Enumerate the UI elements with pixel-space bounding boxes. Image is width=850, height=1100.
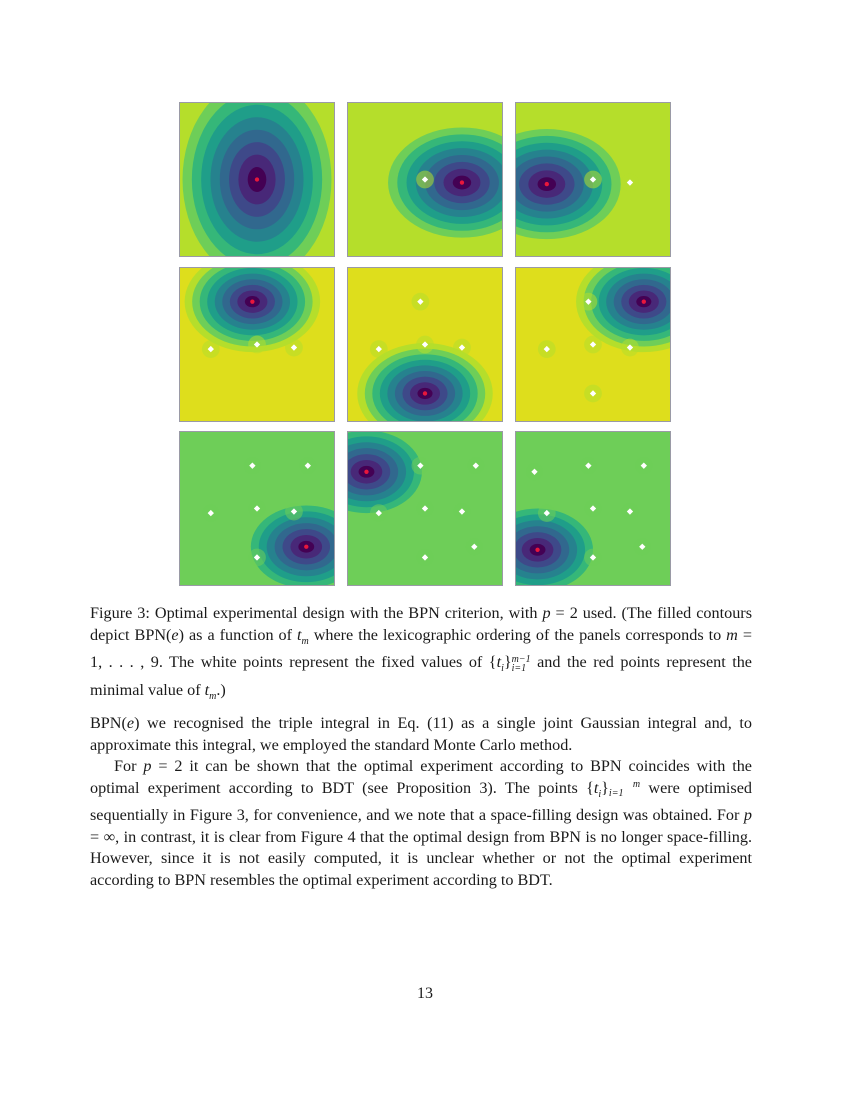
contour-panel-2: [347, 102, 503, 257]
contour-panel-3: [515, 102, 671, 257]
contour-panel-4: [179, 267, 335, 422]
minimum-point-marker: [250, 299, 254, 303]
contour-panel-8: [347, 431, 503, 586]
contour-panel-5: [347, 267, 503, 422]
paragraph-1: BPN(e) we recognised the triple integral in Eq. (11) as a single joint Gaussian integral and, to approximate this integral, we employed the standard Monte Carlo method.: [90, 714, 752, 754]
contour-panel-9: [515, 431, 671, 586]
contour-panel-6: [515, 267, 671, 422]
figure-3: [179, 102, 671, 586]
minimum-point-marker: [423, 391, 427, 395]
paragraph-2: For p = 2 it can be shown that the optimal experiment according to BPN coincides with the optimal experiment according to BDT (see Proposition 3). The points $\{t_i\}$ m i=1 were optimised sequentially in Figure 3, for convenience, and we note that a space-filling design was obtained. For p = ∞, in contrast, it is clear from Figure 4 that the optimal design from BPN is no longer space-filling. However, since it is not easily computed, it is unclear whether or not the optimal experiment according to BPN resembles the optimal experiment according to BDT.: [90, 757, 752, 889]
page-number: 13: [417, 985, 433, 1002]
contour-panel-7: [179, 431, 335, 586]
minimum-point-marker: [255, 177, 259, 181]
contour-panel-1: [179, 102, 335, 257]
body-text: [90, 713, 752, 891]
minimum-point-marker: [642, 299, 646, 303]
figure-label: Figure 3:: [90, 604, 150, 622]
minimum-point-marker: [460, 180, 464, 184]
minimum-point-marker: [364, 470, 368, 474]
figure-caption: Figure 3: Optimal experimental design with the BPN criterion, with p = 2 used. (The filled contours depict BPN(e) as a function of $t_m$ where the lexicographic ordering of the panels corresponds to m = 1, . . . , 9. The white points represent the fixed values of $\{t_i\}m-1$ i=1 and the red points represent the minimal value of $t_m$.): [90, 604, 752, 703]
minimum-point-marker: [535, 548, 539, 552]
minimum-point-marker: [545, 182, 549, 186]
minimum-point-marker: [304, 545, 308, 549]
